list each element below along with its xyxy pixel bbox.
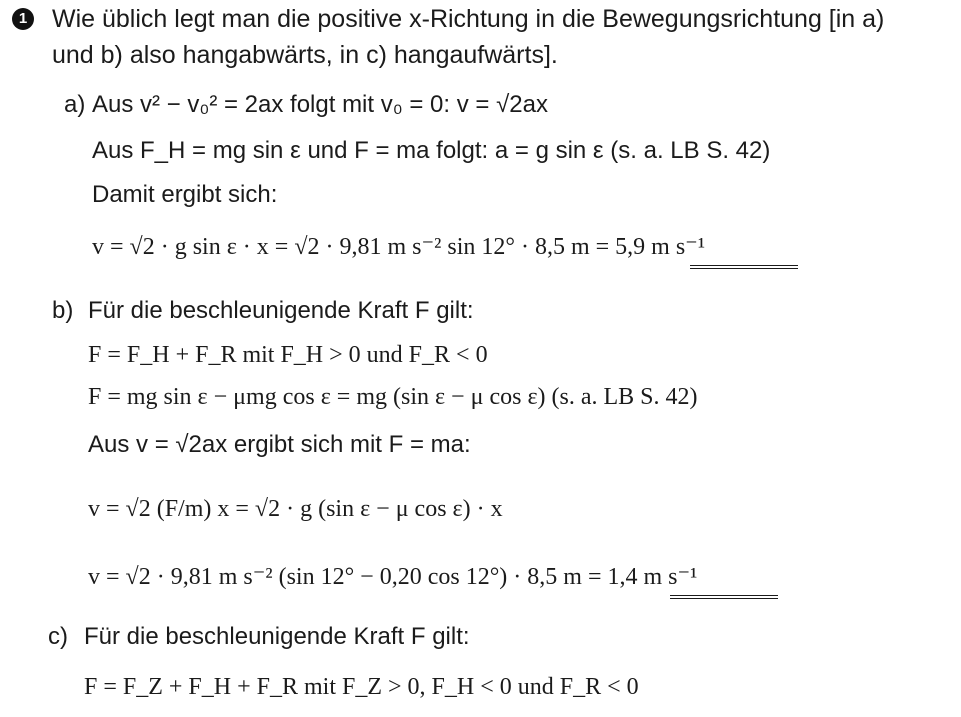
part-b-result-underline bbox=[670, 594, 778, 599]
part-a-line-1: Aus v² − v₀² = 2ax folgt mit v₀ = 0: v = √2ax bbox=[92, 91, 548, 118]
part-c-label: c) bbox=[48, 623, 68, 650]
part-c-line-1: Für die beschleunigende Kraft F gilt: bbox=[84, 623, 470, 650]
part-a-line-4 bbox=[92, 232, 705, 262]
part-b-label: b) bbox=[52, 297, 74, 324]
intro-line-2: und b) also hangabwärts, in c) hangaufwärts]. bbox=[52, 41, 558, 69]
part-b-line-4: Aus v = √2ax ergibt sich mit F = ma: bbox=[88, 431, 471, 458]
part-a-formula: v = √2 · g sin ε · x = √2 · 9,81 m s⁻² sin 12° · 8,5 m = 5,9 m s⁻¹ bbox=[92, 234, 706, 260]
part-b-line-5: v = √2 (F/m) x = √2 · g (sin ε − μ cos ε) · x bbox=[88, 496, 503, 522]
part-b-line-2: F = F_H + F_R mit F_H > 0 und F_R < 0 bbox=[88, 342, 488, 368]
part-b-line-1: Für die beschleunigende Kraft F gilt: bbox=[88, 297, 474, 324]
part-a-result-underline bbox=[690, 264, 798, 269]
part-a-label: a) bbox=[64, 91, 86, 118]
problem-number-badge: 1 bbox=[12, 8, 34, 30]
part-c-line-2: F = F_Z + F_H + F_R mit F_Z > 0, F_H < 0 und F_R < 0 bbox=[84, 674, 639, 700]
part-b-line-3: F = mg sin ε − μmg cos ε = mg (sin ε − μ cos ε) (s. a. LB S. 42) bbox=[88, 384, 698, 410]
part-b-line-6: v = √2 · 9,81 m s⁻² (sin 12° − 0,20 cos 12°) · 8,5 m = 1,4 m s⁻¹ bbox=[88, 564, 698, 590]
intro-line-1: Wie üblich legt man die positive x-Richtung in die Bewegungsrichtung [in a) bbox=[52, 5, 885, 33]
part-a-line-2: Aus F_H = mg sin ε und F = ma folgt: a = g sin ε (s. a. LB S. 42) bbox=[92, 137, 771, 164]
part-a-line-3: Damit ergibt sich: bbox=[92, 181, 278, 208]
